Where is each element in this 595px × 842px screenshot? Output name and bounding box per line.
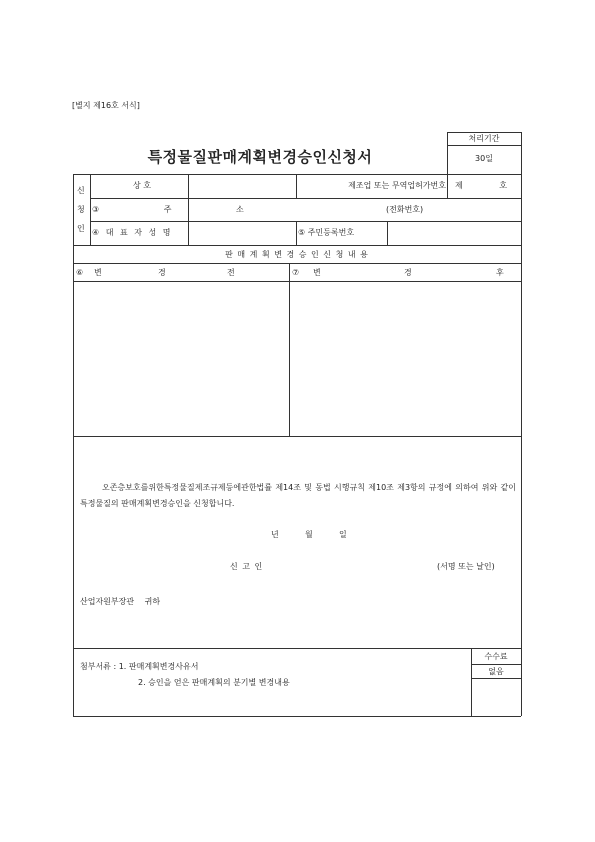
processing-label: 처리기간 xyxy=(468,134,500,143)
address-label: ③ 주 소 xyxy=(92,205,244,214)
divider xyxy=(447,174,448,198)
divider xyxy=(521,174,522,716)
before-label: 변 xyxy=(94,268,102,277)
divider xyxy=(73,263,521,264)
reporter-label: 신 고 인 xyxy=(230,562,264,571)
sign-label: (서명 또는 날인) xyxy=(437,562,495,571)
divider xyxy=(73,174,521,175)
statement: 오존층보호를위한특정물질제조규제등에관한법률 제14조 및 동법 시행규칙 제10조 제3항의 규정에 의하여 위와 같이 특정물질의 판매계획변경승인을 신청합니다. xyxy=(80,483,516,508)
divider xyxy=(521,132,522,174)
after-label: 경 xyxy=(404,268,412,277)
divider xyxy=(289,263,290,436)
divider xyxy=(73,436,521,437)
before-label: 경 xyxy=(158,268,166,277)
before-content-area[interactable] xyxy=(75,283,287,434)
divider xyxy=(296,174,297,198)
date-label: 월 xyxy=(305,530,313,539)
date-label: 년 xyxy=(271,530,279,539)
divider xyxy=(447,132,521,133)
after-num: ⑦ xyxy=(292,268,300,277)
after-label: 변 xyxy=(313,268,321,277)
divider xyxy=(90,221,521,222)
applicant-side-label: 청 xyxy=(77,205,85,214)
divider xyxy=(90,174,91,245)
trade-name-field[interactable] xyxy=(190,176,294,196)
permit-no-value[interactable]: 제 호 xyxy=(455,181,507,190)
attachments-label: 첨부서류 : 1. 판매계획변경사유서 xyxy=(80,662,199,671)
fee-value: 없음 xyxy=(488,667,504,676)
after-label: 후 xyxy=(496,268,504,277)
divider xyxy=(296,221,297,245)
attachment-item: 2. 승인을 얻은 판매계획의 분기별 변경내용 xyxy=(138,678,290,687)
resident-no-field[interactable] xyxy=(389,223,519,243)
after-content-area[interactable] xyxy=(291,283,519,434)
divider xyxy=(90,198,521,199)
applicant-side-label: 인 xyxy=(77,224,85,233)
page-title: 특정물질판매계획변경승인신청서 xyxy=(147,148,373,166)
trade-name-label: 상 호 xyxy=(133,181,151,190)
divider xyxy=(447,145,521,146)
before-num: ⑥ xyxy=(76,268,84,277)
fee-label: 수수료 xyxy=(484,652,508,661)
address-field[interactable] xyxy=(190,200,380,219)
divider xyxy=(471,678,521,679)
divider xyxy=(387,221,388,245)
date-label: 일 xyxy=(339,530,347,539)
divider xyxy=(73,281,521,282)
divider xyxy=(73,716,521,717)
phone-label: (전화번호) xyxy=(386,205,424,214)
section-title: 판 매 계 획 변 경 승 인 신 청 내 용 xyxy=(225,250,369,259)
rep-name-field[interactable] xyxy=(190,223,294,243)
before-label: 전 xyxy=(227,268,235,277)
divider xyxy=(471,664,521,665)
resident-no-label: ⑤ 주민등록번호 xyxy=(298,228,355,237)
divider xyxy=(73,245,521,246)
addressee: 산업자원부장관 귀하 xyxy=(80,597,161,606)
applicant-side-label: 신 xyxy=(77,186,85,195)
permit-no-label: 제조업 또는 무역업허가번호 xyxy=(348,181,446,190)
rep-name-label: ④ 대 표 자 성 명 xyxy=(92,228,173,237)
form-id: [별지 제16호 서식] xyxy=(72,101,140,110)
divider xyxy=(73,648,521,649)
processing-value: 30일 xyxy=(475,154,493,163)
